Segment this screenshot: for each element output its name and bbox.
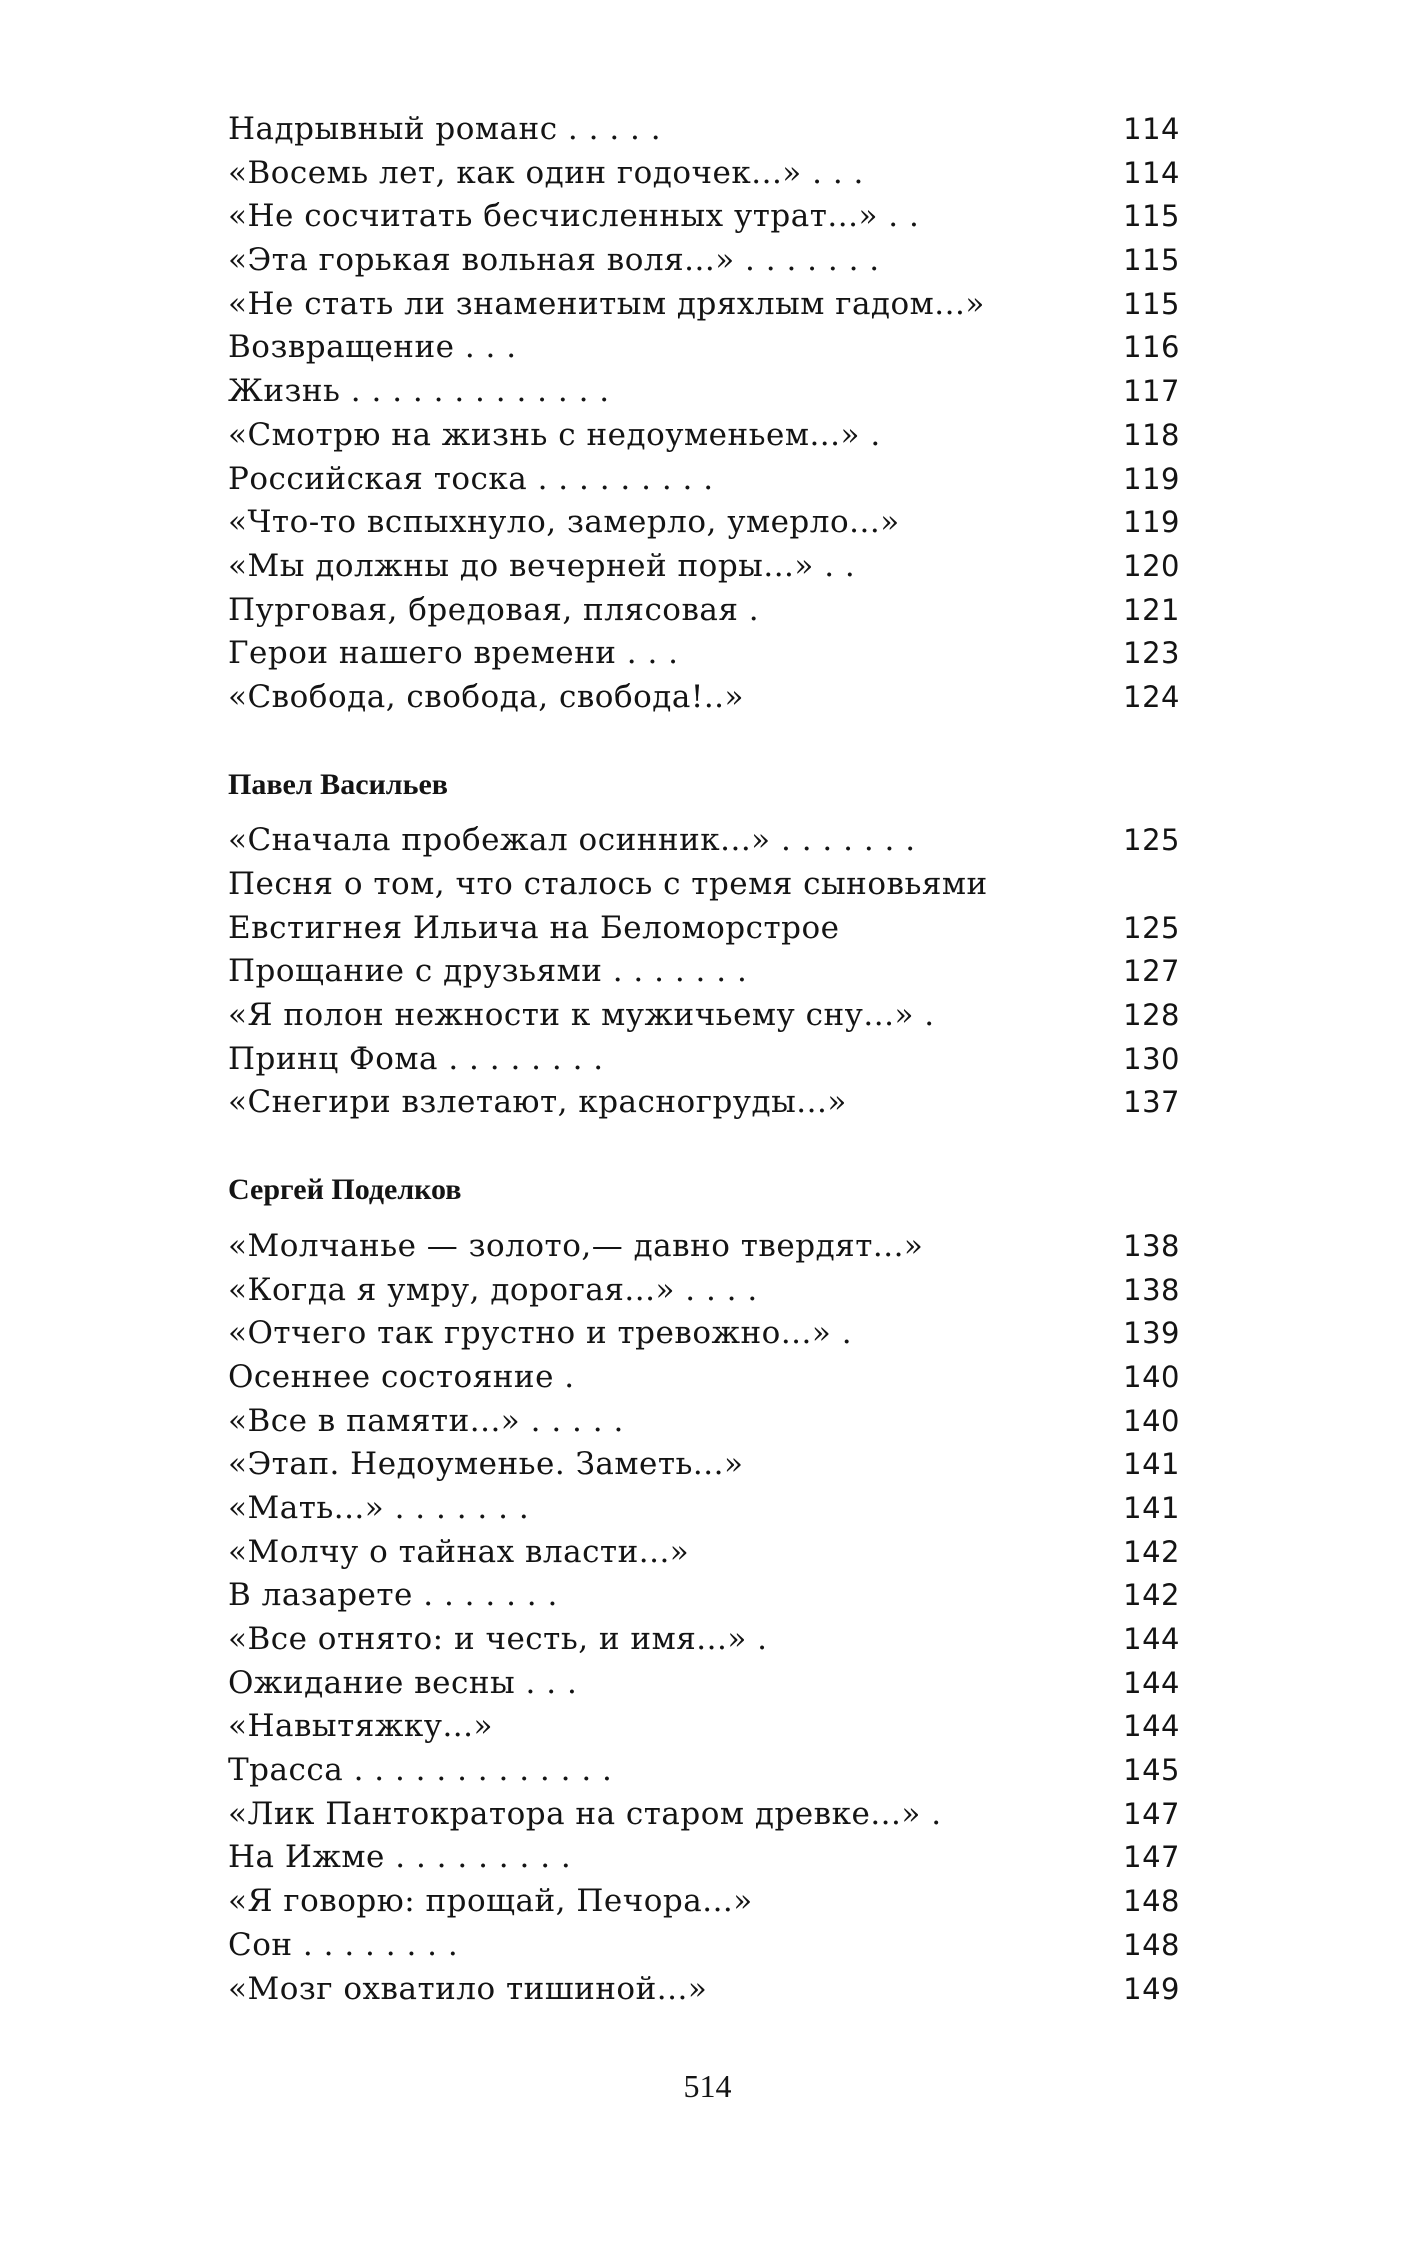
entry-title: В лазарете . . . . . . . [228, 1577, 558, 1614]
entry-page-number: 123 [1123, 636, 1180, 671]
entry-title: «Снегири взлетают, красногруды...» [228, 1084, 847, 1121]
entry-page-number: 144 [1123, 1622, 1180, 1656]
toc-entry [228, 994, 1180, 1038]
entry-page-number: 115 [1123, 199, 1180, 234]
toc-entry [228, 1356, 1180, 1400]
entry-title: «Восемь лет, как один годочек...» . . . [228, 154, 864, 191]
toc-entry [228, 370, 1180, 414]
entry-title: Прощание с друзьями . . . . . . . [228, 953, 748, 990]
author-heading: Сергей Поделков [228, 1173, 462, 1207]
toc-entry [228, 1880, 1180, 1924]
entry-title: «Не сосчитать бесчисленных утрат...» . . [228, 198, 920, 235]
entry-page-number: 147 [1123, 1840, 1180, 1875]
toc-entry [228, 1400, 1180, 1444]
entry-page-number: 137 [1123, 1085, 1180, 1120]
toc-entry [228, 1836, 1180, 1880]
entry-page-number: 141 [1123, 1447, 1180, 1482]
entry-title: «Я говорю: прощай, Печора...» [228, 1883, 753, 1920]
entry-page-number: 149 [1123, 1971, 1180, 2006]
entry-title: На Ижме . . . . . . . . . [228, 1839, 572, 1876]
toc-entry [228, 1793, 1180, 1837]
entry-page-number: 125 [1123, 823, 1180, 858]
entry-page-number: 138 [1123, 1272, 1180, 1307]
entry-page-number: 120 [1123, 548, 1180, 583]
entry-title: «Молчу о тайнах власти...» [228, 1533, 690, 1570]
entry-page-number: 144 [1123, 1665, 1180, 1700]
entry-title: «Мать...» . . . . . . . [228, 1489, 530, 1526]
toc-section-podelkov [228, 1168, 1180, 2011]
entry-title: Ожидание весны . . . [228, 1664, 578, 1701]
entry-title: Трасса . . . . . . . . . . . . . [228, 1752, 613, 1789]
toc-entry [228, 907, 1180, 951]
entry-page-number: 130 [1123, 1041, 1180, 1076]
entry-page-number: 125 [1123, 910, 1180, 945]
toc-entry [228, 1924, 1180, 1968]
entry-title: Осеннее состояние . [228, 1358, 575, 1395]
entry-page-number: 145 [1123, 1753, 1180, 1788]
entry-page-number: 124 [1123, 679, 1180, 714]
entry-title: «Отчего так грустно и тревожно...» . [228, 1315, 853, 1352]
entry-page-number: 128 [1123, 998, 1180, 1033]
entry-page-number: 142 [1123, 1534, 1180, 1569]
entry-page-number: 118 [1123, 417, 1180, 452]
entry-title: «Эта горькая вольная воля...» . . . . . . . [228, 242, 880, 279]
entry-page-number: 121 [1123, 592, 1180, 627]
author-heading: Павел Васильев [228, 767, 449, 801]
entry-title: «Все в памяти...» . . . . . [228, 1402, 624, 1439]
toc-entry [228, 1531, 1180, 1575]
entry-page-number: 115 [1123, 286, 1180, 321]
entry-title: Евстигнея Ильича на Беломорстрое [228, 909, 840, 946]
entry-page-number: 148 [1123, 1884, 1180, 1919]
entry-title: Жизнь . . . . . . . . . . . . . [228, 373, 610, 410]
toc-entry [228, 414, 1180, 458]
toc-entry [228, 863, 1180, 907]
entry-page-number: 116 [1123, 330, 1180, 365]
entry-title: «Лик Пантократора на старом древке...» . [228, 1795, 942, 1832]
toc-entry [228, 1662, 1180, 1706]
toc-entry [228, 1705, 1180, 1749]
entry-page-number: 139 [1123, 1316, 1180, 1351]
table-of-contents [228, 108, 1180, 2011]
entry-title: Принц Фома . . . . . . . . [228, 1040, 604, 1077]
toc-entry [228, 239, 1180, 283]
toc-entry [228, 1968, 1180, 2012]
toc-section-vasiliev [228, 763, 1180, 1126]
entry-page-number: 147 [1123, 1796, 1180, 1831]
entry-page-number: 119 [1123, 505, 1180, 540]
toc-entry [228, 108, 1180, 152]
entry-page-number: 141 [1123, 1490, 1180, 1525]
toc-section-continued [228, 108, 1180, 720]
entry-title: Сон . . . . . . . . [228, 1926, 459, 1963]
entry-title: «Этап. Недоуменье. Заметь...» [228, 1446, 744, 1483]
toc-entry [228, 819, 1180, 863]
entry-title: «Сначала пробежал осинник...» . . . . . . . [228, 822, 916, 859]
entry-page-number: 119 [1123, 461, 1180, 496]
toc-entry [228, 1487, 1180, 1531]
toc-entry [228, 326, 1180, 370]
toc-entry [228, 1038, 1180, 1082]
page-number-folio: 514 [683, 2068, 732, 2104]
toc-entry [228, 676, 1180, 720]
entry-title: Надрывный романс . . . . . [228, 111, 662, 147]
toc-entry [228, 1618, 1180, 1662]
toc-entry [228, 1081, 1180, 1125]
entry-title: «Свобода, свобода, свобода!..» [228, 678, 744, 715]
entry-title: «Мы должны до вечерней поры...» . . [228, 547, 856, 584]
entry-page-number: 142 [1123, 1578, 1180, 1613]
toc-entry [228, 1443, 1180, 1487]
entry-title: «Мозг охватило тишиной...» [228, 1970, 708, 2007]
toc-entry [228, 501, 1180, 545]
entry-title: Герои нашего времени . . . [228, 635, 679, 672]
toc-entry [228, 545, 1180, 589]
entry-page-number: 114 [1123, 112, 1180, 146]
toc-entry [228, 1574, 1180, 1618]
toc-entry [228, 1749, 1180, 1793]
entry-page-number: 148 [1123, 1927, 1180, 1962]
entry-title: «Молчанье — золото,— давно твердят...» [228, 1227, 924, 1264]
toc-entry [228, 195, 1180, 239]
toc-entry [228, 152, 1180, 196]
toc-entry [228, 589, 1180, 633]
toc-entry [228, 283, 1180, 327]
entry-page-number: 140 [1123, 1359, 1180, 1394]
entry-title: Возвращение . . . [228, 329, 517, 366]
entry-page-number: 117 [1123, 374, 1180, 409]
entry-page-number: 144 [1123, 1709, 1180, 1744]
toc-entry [228, 632, 1180, 676]
entry-page-number: 127 [1123, 954, 1180, 989]
entry-title: «Смотрю на жизнь с недоуменьем...» . [228, 416, 881, 453]
entry-page-number: 115 [1123, 243, 1180, 278]
entry-page-number: 114 [1123, 155, 1180, 190]
toc-entry [228, 458, 1180, 502]
toc-entry [228, 1269, 1180, 1313]
toc-entry [228, 1312, 1180, 1356]
entry-title: Песня о том, что сталось с тремя сыновьями [228, 866, 988, 902]
entry-title: «Я полон нежности к мужичьему сну...» . [228, 997, 935, 1034]
entry-title: Российская тоска . . . . . . . . . [228, 460, 714, 497]
entry-title: «Не стать ли знаменитым дряхлым гадом...» [228, 285, 985, 322]
entry-title: «Все отнято: и честь, и имя...» . [228, 1621, 768, 1657]
entry-title: «Когда я умру, дорогая...» . . . . [228, 1271, 758, 1308]
entry-title: «Навытяжку...» [228, 1708, 493, 1745]
toc-entry [228, 950, 1180, 994]
toc-entry [228, 1225, 1180, 1269]
entry-title: «Что-то вспыхнуло, замерло, умерло...» [228, 504, 900, 541]
entry-title: Пурговая, бредовая, плясовая . [228, 591, 760, 628]
entry-page-number: 138 [1123, 1228, 1180, 1263]
entry-page-number: 140 [1123, 1403, 1180, 1438]
